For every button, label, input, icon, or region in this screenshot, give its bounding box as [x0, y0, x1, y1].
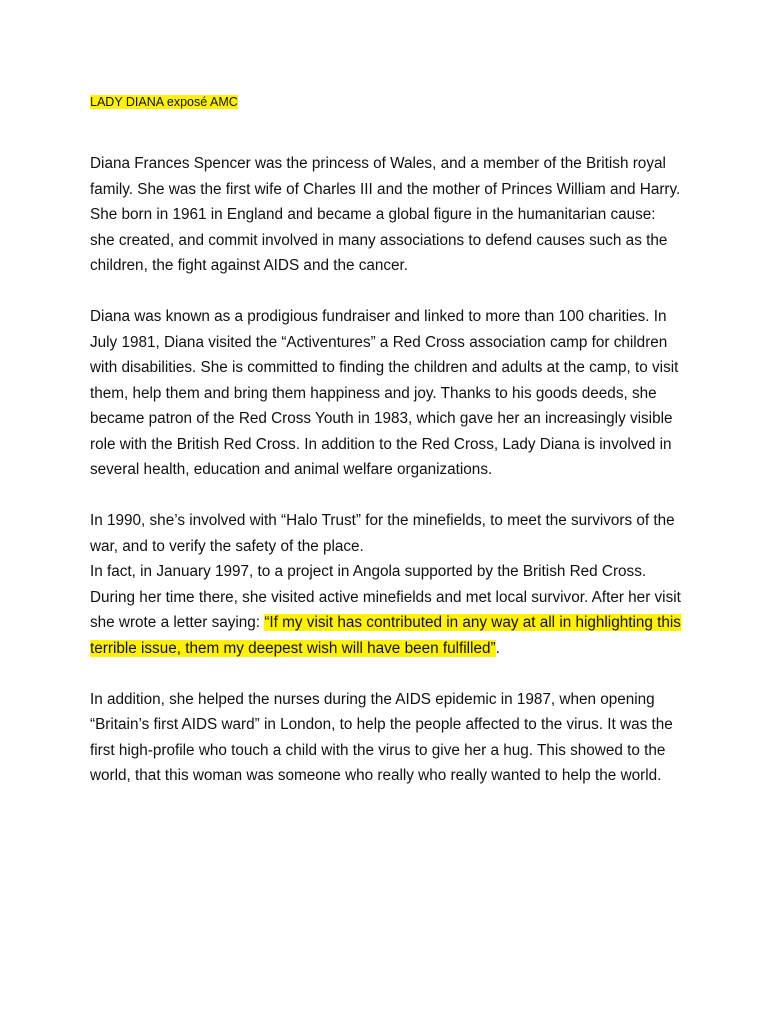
- paragraph-charities: Diana was known as a prodigious fundraiser and linked to more than 100 charities. In July 1981, Diana visited the “Activentures” a Red Cross association camp for children with disabilities. She is committed to finding the children and adults at the camp, to visit them, help them and bring them happiness and joy. Thanks to his goods deeds, she became patron of the Red Cross Youth in 1983, which gave her an increasingly visible role with the British Red Cross. In addition to the Red Cross, Lady Diana is involved in several health, education and animal welfare organizations.: [90, 308, 679, 478]
- document-title: [90, 93, 682, 111]
- angola-lead-text: In fact, in January 1997, to a project in Angola supported by the British Red Cross. During her time there, she visited active minefields and met local survivor. After her visit she wrote a letter saying:: [90, 563, 681, 631]
- paragraph-halo-trust: In 1990, she’s involved with “Halo Trust” for the minefields, to meet the survivors of the war, and to verify the safety of the place.: [90, 512, 675, 555]
- angola-tail-text: .: [495, 639, 500, 657]
- document-body: [90, 93, 682, 814]
- paragraph-aids-ward: In addition, she helped the nurses during the AIDS epidemic in 1987, when opening “Britain’s first AIDS ward” in London, to help the people affected to the virus. It was the first high-profile who touch a child with the virus to give her a hug. This showed to the world, that this woman was someone who really who really wanted to help the world.: [90, 690, 673, 784]
- highlighted-quote: “If my visit has contributed in any way at all in highlighting this terrible issue, them my deepest wish will have been fulfilled”: [90, 614, 681, 657]
- paragraph-biography: Diana Frances Spencer was the princess of Wales, and a member of the British royal family. She was the first wife of Charles III and the mother of Princes William and Harry. She born in 1961 in England and became a global figure in the humanitarian cause: she created, and commit involved in many associations to defend causes such as the children, the fight against AIDS and the cancer.: [90, 155, 681, 274]
- paragraph-angola: [90, 559, 682, 661]
- title-highlight: LADY DIANA exposé AMC: [90, 95, 238, 109]
